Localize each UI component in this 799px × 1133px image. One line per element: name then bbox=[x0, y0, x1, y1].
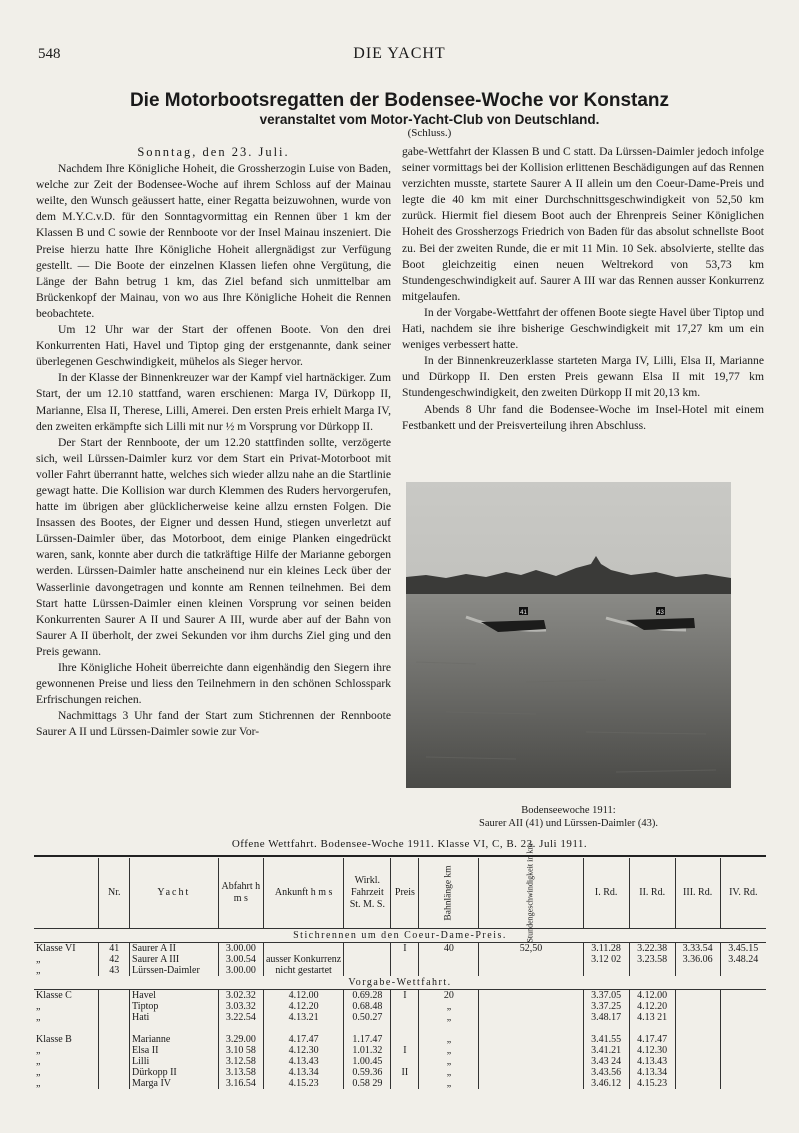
table-row bbox=[34, 990, 766, 1002]
table-header-row bbox=[34, 858, 766, 929]
paragraph: Abends 8 Uhr fand die Bodensee-Woche im Insel-Hotel mit einem Festbankett und der Preisverteilung ihren Abschluss. bbox=[402, 402, 764, 432]
paragraph: Nachdem Ihre Königliche Hoheit, die Grossherzogin Luise von Baden, welche zur Zeit der Bodensee-Woche auf ihrem Schloss auf der Mainau weilte, den Wunsch geäussert hatte, einer Regatta beizuwohnen, wurde von dem M.Y.C.v.D. für den Sonntagvormittag ein Rennen über 1 km der Klassen B und C sowie der Rennboote vor der Insel Mainau inszeniert. Die Preise hierzu hatte Ihre Königliche Hoheit allergnädigst zur Verfügung gestellt. — Die Boote der einzelnen Klassen liefen ohne Vergütung, die Länge der Bahn betrug 1 km, das Ziel befand sich unmittelbar am Brückenkopf der Mainau, von wo aus Ihre Königliche Hoheit die Rennen beobachtete. bbox=[36, 162, 391, 320]
table-cell: „ bbox=[419, 1001, 479, 1012]
table-header-label: Bahnlänge km bbox=[443, 865, 454, 921]
paragraph: Nachmittags 3 Uhr fand der Start zum Stichrennen der Rennboote Saurer A II und Lürssen-Daimler sowie zur Vor- bbox=[36, 709, 391, 739]
table-cell bbox=[583, 965, 629, 976]
table-cell: 4.17.47 bbox=[263, 1034, 343, 1045]
table-header-label: Stundengeschwindigkeit in km bbox=[526, 843, 536, 943]
table-cell: Klasse C bbox=[36, 990, 72, 1001]
table-row bbox=[34, 1023, 766, 1034]
table-cell: 1.17.47 bbox=[344, 1034, 391, 1045]
table-cell bbox=[99, 1067, 130, 1078]
table-cell: „ bbox=[419, 1078, 479, 1089]
table-cell: 4.13.43 bbox=[263, 1056, 343, 1067]
table-cell: I bbox=[391, 943, 419, 955]
table-cell: „ bbox=[419, 1067, 479, 1078]
table-cell: 40 bbox=[419, 943, 479, 955]
table-cell: Lürssen-Daimler bbox=[130, 965, 219, 976]
table-cell: 4.12.00 bbox=[263, 990, 343, 1002]
table-cell: 4.13.43 bbox=[629, 1056, 675, 1067]
table-cell bbox=[99, 1045, 130, 1056]
table-cell: Dürkopp II bbox=[130, 1067, 219, 1078]
table-top-rule bbox=[34, 855, 766, 857]
table-cell: Lilli bbox=[130, 1056, 219, 1067]
table-cell bbox=[720, 1012, 766, 1023]
table-cell bbox=[99, 1034, 130, 1045]
table-cell: 3.37.05 bbox=[583, 990, 629, 1002]
table-cell: 4.13.34 bbox=[263, 1067, 343, 1078]
table-cell bbox=[479, 954, 583, 965]
table-cell: 3.43 24 bbox=[583, 1056, 629, 1067]
table-cell bbox=[629, 965, 675, 976]
table-cell bbox=[263, 943, 343, 955]
table-cell: 4.12.20 bbox=[629, 1001, 675, 1012]
table-cell: 3.41.21 bbox=[583, 1045, 629, 1056]
table-cell: „ bbox=[36, 954, 41, 965]
table-cell: 3.00.00 bbox=[218, 965, 263, 976]
table-cell: 3.16.54 bbox=[218, 1078, 263, 1089]
table-cell: „ bbox=[36, 1056, 41, 1067]
table-section-title: Stichrennen um den Coeur-Dame-Preis. bbox=[34, 929, 766, 943]
table-header: Preis bbox=[391, 858, 419, 929]
table-cell: Hati bbox=[130, 1012, 219, 1023]
table-cell bbox=[99, 990, 130, 1002]
table-cell: „ bbox=[36, 1078, 41, 1089]
table-cell bbox=[720, 1034, 766, 1045]
table-cell: 4.12.00 bbox=[629, 990, 675, 1002]
right-column bbox=[402, 144, 764, 434]
table-cell: „ bbox=[36, 1067, 41, 1078]
table-cell: II bbox=[391, 1067, 419, 1078]
table-cell: „ bbox=[36, 1012, 41, 1023]
table-cell: 3.11.28 bbox=[583, 943, 629, 955]
table-cell: 3.29.00 bbox=[218, 1034, 263, 1045]
table-row bbox=[34, 1067, 766, 1078]
race-photo bbox=[406, 482, 731, 788]
table-cell bbox=[263, 1023, 343, 1034]
table-cell bbox=[720, 1045, 766, 1056]
boat-41-label: 41 bbox=[520, 610, 527, 616]
table-cell: „ bbox=[419, 1056, 479, 1067]
table-cell: 0.68.48 bbox=[344, 1001, 391, 1012]
table-cell bbox=[99, 1056, 130, 1067]
table-cell bbox=[479, 990, 583, 1002]
table-cell: „ bbox=[419, 1012, 479, 1023]
table-cell bbox=[344, 954, 391, 965]
table-cell: 3.22.38 bbox=[629, 943, 675, 955]
table-cell: Elsa II bbox=[130, 1045, 219, 1056]
table-cell: 3.45.15 bbox=[720, 943, 766, 955]
table-cell: 3.48.17 bbox=[583, 1012, 629, 1023]
table-cell bbox=[720, 1067, 766, 1078]
table-cell: 43 bbox=[99, 965, 130, 976]
dateline: Sonntag, den 23. Juli. bbox=[137, 145, 290, 159]
table-cell: 3.22.54 bbox=[218, 1012, 263, 1023]
table-cell bbox=[344, 965, 391, 976]
table-cell bbox=[391, 954, 419, 965]
table-cell: 3.12.58 bbox=[218, 1056, 263, 1067]
table-cell: 4.17.47 bbox=[629, 1034, 675, 1045]
paragraph: Um 12 Uhr war der Start der offenen Boote. Von den drei Konkurrenten Hati, Havel und Tiptop ging der erstgenannte, dank seiner überlegenen Geschwindigkeit, mühelos als Sieger hervor. bbox=[36, 323, 391, 369]
table-header: Yacht bbox=[130, 858, 219, 929]
table-cell: nicht gestartet bbox=[263, 965, 343, 976]
table-cell: 4.15.23 bbox=[263, 1078, 343, 1089]
table-cell bbox=[391, 1012, 419, 1023]
table-cell: 3.37.25 bbox=[583, 1001, 629, 1012]
table-cell bbox=[99, 1001, 130, 1012]
table-section-row bbox=[34, 929, 766, 943]
table-cell: Saurer A III bbox=[130, 954, 219, 965]
table-cell bbox=[675, 965, 720, 976]
table-header: IV. Rd. bbox=[720, 858, 766, 929]
table-cell bbox=[675, 1034, 720, 1045]
table-cell bbox=[720, 990, 766, 1002]
table-header: II. Rd. bbox=[629, 858, 675, 929]
table-section-row bbox=[34, 976, 766, 990]
table-header bbox=[419, 858, 479, 929]
table-cell bbox=[218, 1023, 263, 1034]
table-cell bbox=[419, 965, 479, 976]
paragraph: In der Vorgabe-Wettfahrt der offenen Boote siegte Havel über Tiptop und Hati, nachdem sie ihre bisherige Geschwindigkeit mit 17,27 km um ein weniges verbessert hatte. bbox=[402, 305, 764, 352]
table-cell: Klasse B bbox=[36, 1034, 72, 1045]
table-cell: „ bbox=[36, 1001, 41, 1012]
table-cell: 3.33.54 bbox=[675, 943, 720, 955]
table-header: Ankunft h m s bbox=[263, 858, 343, 929]
table-cell bbox=[629, 1023, 675, 1034]
table-cell: Havel bbox=[130, 990, 219, 1002]
table-cell: 0.69.28 bbox=[344, 990, 391, 1002]
table-cell bbox=[391, 1056, 419, 1067]
table-cell bbox=[675, 1001, 720, 1012]
table-cell: 41 bbox=[99, 943, 130, 955]
table-cell bbox=[720, 1056, 766, 1067]
table-cell bbox=[720, 965, 766, 976]
table-row bbox=[34, 1056, 766, 1067]
photo-caption-line-2: Saurer AII (41) und Lürssen-Daimler (43). bbox=[478, 818, 659, 829]
table-cell: 1.01.32 bbox=[344, 1045, 391, 1056]
table-cell bbox=[479, 1001, 583, 1012]
table-cell bbox=[391, 1023, 419, 1034]
table-cell bbox=[391, 1001, 419, 1012]
table-cell: 4.15.23 bbox=[629, 1078, 675, 1089]
table-cell bbox=[675, 990, 720, 1002]
table-cell: „ bbox=[36, 1045, 41, 1056]
running-title: DIE YACHT bbox=[353, 45, 446, 62]
table-cell: 0.50.27 bbox=[344, 1012, 391, 1023]
table-cell: 3.41.55 bbox=[583, 1034, 629, 1045]
table-cell: 4.13.34 bbox=[629, 1067, 675, 1078]
photo-caption bbox=[406, 804, 731, 830]
table-cell bbox=[344, 1023, 391, 1034]
table-cell bbox=[675, 1078, 720, 1089]
table-header: Wirkl. Fahrzeit St. M. S. bbox=[344, 858, 391, 929]
race-photo-image bbox=[406, 482, 731, 788]
table-cell bbox=[720, 1001, 766, 1012]
paragraph: Der Start der Rennboote, der um 12.20 stattfinden sollte, verzögerte sich, weil Lürssen-Daimler kurz vor dem Start ein Privat-Motorboot mit voller Fahrt überrannt hatte, welches sich wieder allzu nahe an die Startlinie gewagt hatte. Die Kollision war durch Klemmen des Ruders hervorgerufen, hatte im übrigen aber glücklicherweise keine allzu ernsten Folgen. Die Insassen des Bootes, der Eigner und dessen Hund, stiegen unverletzt auf Lürssen-Daimler über, das Motorboot, dem einige Planken eingedrückt waren, sank, konnte aber durch die tatkräftige Hilfe der Marianne geborgen werden. Lürssen-Daimler hatte anscheinend nur ein kleines Leck über der Wasserlinie davongetragen und konnte am Rennen teilnehmen. Bei dem Start hatte Lürssen-Daimler einen kleinen Vorsprung vor seinen beiden Konkurrenten Saurer A II und Saurer A III, wurde aber auf der Bahn von Saurer A II überholt, der zwei Sekunden vor ihm durchs Ziel ging und den Preis gewann. bbox=[36, 435, 391, 658]
table-section-title: Vorgabe-Wettfahrt. bbox=[34, 976, 766, 990]
table-cell: 4.12.30 bbox=[629, 1045, 675, 1056]
table-cell: 4.12.30 bbox=[263, 1045, 343, 1056]
table-cell bbox=[479, 1023, 583, 1034]
article-subtitle: veranstaltet vom Motor-Yacht-Club von Deutschland. bbox=[259, 112, 600, 127]
table-header: I. Rd. bbox=[583, 858, 629, 929]
table-cell: 3.10 58 bbox=[218, 1045, 263, 1056]
left-column bbox=[36, 144, 391, 740]
table-cell bbox=[479, 1045, 583, 1056]
paragraph: gabe-Wettfahrt der Klassen B und C statt. Da Lürssen-Daimler jedoch infolge seiner vormittags bei der Kollision erlittenen Beschädigungen auf das Rennen verzichten musste, startete Saurer A II allein um den Coeur-Dame-Preis und legte die 40 km mit einer Durchschnittsgeschwindigkeit von 52,50 km zurück. Hiermit fiel diesem Boot auch der Ehrenpreis Seiner Königlichen Hoheit des Grossherzogs Friedrich von Baden für das absolut schnellste Boot zu. Bei der zweiten Runde, die er mit 11 Min. 10 Sek. absolvierte, stellte das Boot gleichzeitig einen neuen Weltrekord von 53,73 km Stundengeschwindigkeit auf. Saurer A III war das Rennen ausser Konkurrenz mitgelaufen. bbox=[402, 145, 764, 303]
table-row bbox=[34, 1012, 766, 1023]
table-cell: Saurer A II bbox=[130, 943, 219, 955]
table-cell bbox=[479, 1056, 583, 1067]
table-cell bbox=[479, 1034, 583, 1045]
table-cell: 3.02.32 bbox=[218, 990, 263, 1002]
table-cell: Klasse VI bbox=[36, 943, 76, 954]
table-header: Nr. bbox=[99, 858, 130, 929]
table-cell bbox=[99, 1078, 130, 1089]
table-cell bbox=[675, 1067, 720, 1078]
table-cell: 3.12 02 bbox=[583, 954, 629, 965]
paragraph: In der Binnenkreuzerklasse starteten Marga IV, Lilli, Elsa II, Marianne und Dürkopp II. Den ersten Preis gewann Elsa II mit 19,77 km Stundengeschwindigkeit, den zweiten Dürkopp II mit 20,13 km. bbox=[402, 354, 764, 400]
table-cell bbox=[34, 1023, 99, 1034]
table-cell: 3.23.58 bbox=[629, 954, 675, 965]
boat-43-label: 43 bbox=[657, 610, 664, 616]
page-number: 548 bbox=[38, 46, 61, 62]
paragraph: Ihre Königliche Hoheit überreichte dann eigenhändig den Siegern ihre gewonnenen Preise und liess den Teilnehmern in den schönen Schlosspark Erfrischungen reichen. bbox=[36, 661, 391, 707]
table-cell: 3.48.24 bbox=[720, 954, 766, 965]
table-cell: 3.36.06 bbox=[675, 954, 720, 965]
table-cell: „ bbox=[419, 1034, 479, 1045]
table-cell bbox=[675, 1023, 720, 1034]
table-header bbox=[34, 858, 99, 929]
table-caption: Offene Wettfahrt. Bodensee-Woche 1911. Klasse VI, C, B. 23. Juli 1911. bbox=[231, 838, 588, 850]
table-cell bbox=[99, 1023, 130, 1034]
table-cell bbox=[419, 954, 479, 965]
table-header bbox=[479, 843, 583, 943]
table-row bbox=[34, 965, 766, 976]
table-cell bbox=[419, 1023, 479, 1034]
table-cell bbox=[391, 965, 419, 976]
table-cell: 4.12.20 bbox=[263, 1001, 343, 1012]
table-cell: 4.13 21 bbox=[629, 1012, 675, 1023]
table-cell: ausser Konkurrenz bbox=[263, 954, 343, 965]
article-title: Die Motorbootsregatten der Bodensee-Woche vor Konstanz bbox=[129, 90, 670, 111]
table-cell: 0.59.36 bbox=[344, 1067, 391, 1078]
table-row bbox=[34, 954, 766, 965]
table-cell: 4.13.21 bbox=[263, 1012, 343, 1023]
table-header: III. Rd. bbox=[675, 858, 720, 929]
table-row bbox=[34, 1045, 766, 1056]
table-row bbox=[34, 1078, 766, 1089]
table-cell bbox=[479, 1078, 583, 1089]
table-cell bbox=[675, 1045, 720, 1056]
table-cell: „ bbox=[36, 965, 41, 976]
table-cell: 3.43.56 bbox=[583, 1067, 629, 1078]
table-cell bbox=[344, 943, 391, 955]
table-cell: 3.00.54 bbox=[218, 954, 263, 965]
table-cell bbox=[479, 1067, 583, 1078]
table-cell: 42 bbox=[99, 954, 130, 965]
table-row bbox=[34, 943, 766, 955]
table-cell: „ bbox=[419, 1045, 479, 1056]
table-cell bbox=[720, 1023, 766, 1034]
table-cell: 0.58 29 bbox=[344, 1078, 391, 1089]
table-cell: 20 bbox=[419, 990, 479, 1002]
table-cell: 3.46.12 bbox=[583, 1078, 629, 1089]
table-cell: Marianne bbox=[130, 1034, 219, 1045]
photo-caption-line-1: Bodenseewoche 1911: bbox=[521, 805, 616, 816]
table-cell bbox=[720, 1078, 766, 1089]
paragraph: In der Klasse der Binnenkreuzer war der Kampf viel hartnäckiger. Zum Start, der um 12.10 stattfand, waren erschienen: Marga IV, Dürkopp II, Marianne, Elsa II, Therese, Lilli, Amerei. Den ersten Preis erhielt Marga IV, den zweiten erkämpfte sich Lilli mit nur ½ m Vorsprung vor Dürkopp II. bbox=[36, 371, 391, 433]
table-cell bbox=[391, 1034, 419, 1045]
table-cell: 52,50 bbox=[479, 943, 583, 955]
table-cell bbox=[675, 1012, 720, 1023]
table-cell bbox=[99, 1012, 130, 1023]
table-row bbox=[34, 1034, 766, 1045]
table-cell: I bbox=[391, 1045, 419, 1056]
table-cell: 1.00.45 bbox=[344, 1056, 391, 1067]
table-cell bbox=[391, 1078, 419, 1089]
table-cell bbox=[130, 1023, 219, 1034]
table-cell bbox=[583, 1023, 629, 1034]
table-cell: 3.13.58 bbox=[218, 1067, 263, 1078]
table-cell: Marga IV bbox=[130, 1078, 219, 1089]
table-cell bbox=[675, 1056, 720, 1067]
table-cell: 3.03.32 bbox=[218, 1001, 263, 1012]
table-row bbox=[34, 1001, 766, 1012]
table-cell: I bbox=[391, 990, 419, 1002]
table-cell: Tiptop bbox=[130, 1001, 219, 1012]
article-note: (Schluss.) bbox=[407, 127, 452, 139]
table-cell bbox=[479, 965, 583, 976]
table-header: Abfahrt h m s bbox=[218, 858, 263, 929]
table-cell bbox=[479, 1012, 583, 1023]
table-cell: 3.00.00 bbox=[218, 943, 263, 955]
